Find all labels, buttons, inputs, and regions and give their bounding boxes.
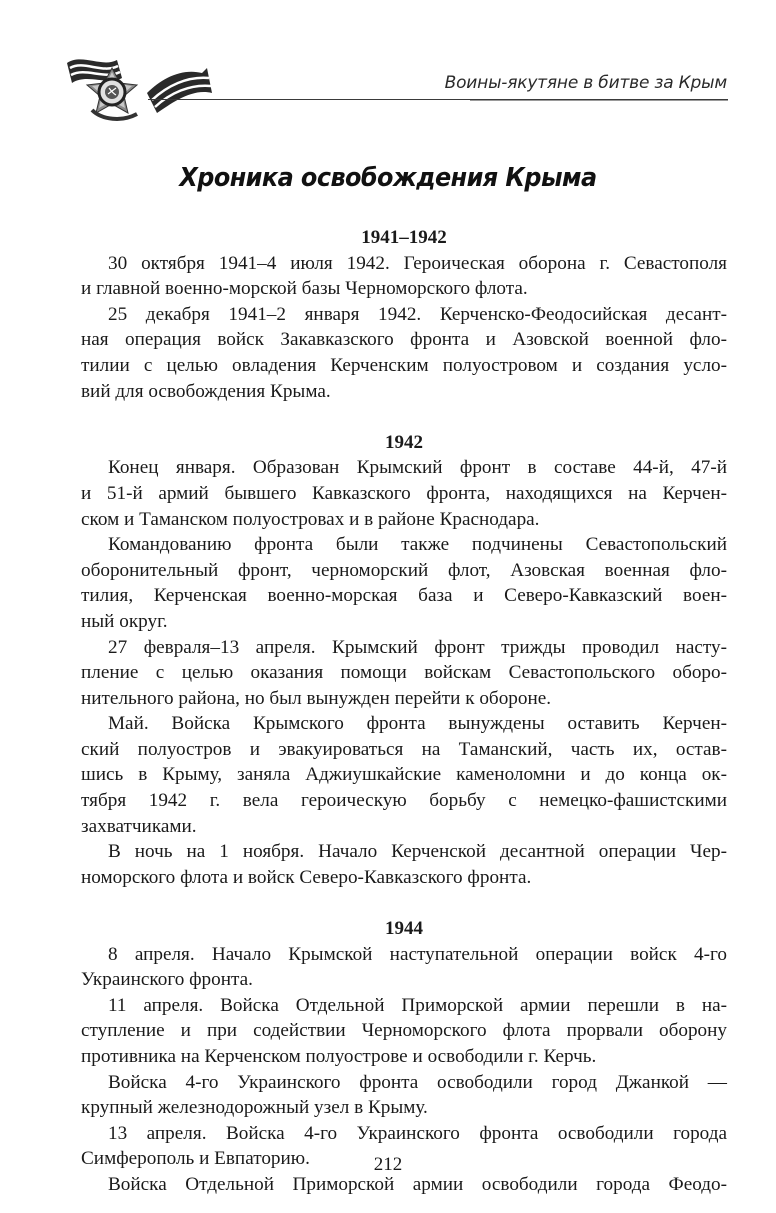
chronicle-paragraph: [81, 455, 727, 532]
text-line: тилия, Керченская военно-морская база и Северо-Кавказский воен-: [81, 585, 727, 607]
text-line: оборонительный фронт, черноморский флот, Азовская военная фло-: [81, 559, 727, 581]
year-heading: 1944: [385, 918, 423, 940]
text-line: Войска 4-го Украинского фронта освободили город Джанкой —: [108, 1071, 727, 1093]
running-head-title: Воины-якутяне в битве за Крым: [444, 73, 727, 93]
text-line: 25 декабря 1941–2 января 1942. Керченско-Феодосийская десант-: [108, 303, 727, 325]
text-line: захватчиками.: [81, 815, 197, 837]
chronicle-paragraph: [81, 711, 727, 839]
chronicle-paragraph: [81, 839, 727, 890]
text-line: ском и Таманском полуостровах и в районе Краснодара.: [81, 508, 540, 530]
text-line: и главной военно-морской базы Черноморского флота.: [81, 278, 528, 300]
text-line: 13 апреля. Войска 4-го Украинского фронта освободили города: [108, 1122, 727, 1144]
text-line: ный округ.: [81, 610, 168, 632]
year-heading: 1942: [385, 431, 423, 453]
chronicle-paragraph: [81, 993, 727, 1070]
section-gap: [81, 404, 727, 430]
text-line: Май. Войска Крымского фронта вынуждены оставить Керчен-: [108, 713, 727, 735]
text-line: тября 1942 г. вела героическую борьбу с немецко-фашистскими: [81, 790, 727, 812]
text-line: 27 февраля–13 апреля. Крымский фронт трижды проводил насту-: [108, 636, 727, 658]
text-line: крупный железнодорожный узел в Крыму.: [81, 1097, 428, 1119]
text-line: ная операция войск Закавказского фронта и Азовской военной фло-: [81, 329, 727, 351]
year-heading: 1941–1942: [361, 227, 447, 248]
chronicle-paragraph: [81, 942, 727, 993]
text-line: противника на Керченском полуострове и освободили г. Керчь.: [81, 1046, 597, 1067]
text-line: ступление и при содействии Черноморского флота прорвали оборону: [81, 1020, 727, 1042]
text-line: 30 октября 1941–4 июля 1942. Героическая оборона г. Севастополя: [108, 252, 727, 274]
text-line: вий для освобождения Крыма.: [81, 380, 331, 402]
text-line: В ночь на 1 ноября. Начало Керченской десантной операции Чер-: [108, 841, 727, 863]
text-line: Симферополь и Евпаторию.: [81, 1148, 310, 1170]
text-line: Войска Отдельной Приморской армии освободили города Феодо-: [108, 1173, 727, 1195]
text-line: 11 апреля. Войска Отдельной Приморской армии перешли в на-: [108, 994, 727, 1016]
header-rule-shadow: [470, 100, 728, 101]
text-line: 8 апреля. Начало Крымской наступательной операции войск 4-го: [108, 943, 727, 965]
order-ribbon-emblem-icon: [62, 48, 232, 128]
text-line: Конец января. Образован Крымский фронт в составе 44-й, 47-й: [108, 457, 727, 479]
chronicle-paragraph: [81, 251, 727, 302]
chronicle-body: [81, 225, 727, 1198]
text-line: Украинского фронта.: [81, 969, 253, 991]
chronicle-paragraph: [81, 532, 727, 634]
text-line: пление с целью оказания помощи войскам Севастопольского оборо-: [81, 662, 727, 684]
text-line: ский полуостров и эвакуироваться на Таманский, часть их, остав-: [81, 738, 727, 760]
page-number: 212: [373, 1154, 403, 1175]
text-line: шись в Крыму, заняла Аджиушкайские каменоломни и до конца ок-: [81, 764, 727, 786]
chapter-title: Хроника освобождения Крыма: [179, 163, 597, 193]
page-header: [0, 0, 776, 130]
text-line: тилии с целью овладения Керченским полуостровом и создания усло-: [81, 354, 727, 376]
chronicle-paragraph: [81, 1070, 727, 1121]
text-line: нительного района, но был вынужден перейти к обороне.: [81, 687, 552, 709]
text-line: номорского флота и войск Северо-Кавказского фронта.: [81, 866, 532, 888]
chronicle-paragraph: [81, 635, 727, 712]
text-line: Командованию фронта были также подчинены Севастопольский: [108, 534, 727, 556]
chronicle-paragraph: [81, 302, 727, 404]
text-line: и 51-й армий бывшего Кавказского фронта, находящихся на Керчен-: [81, 482, 727, 504]
section-gap: [81, 890, 727, 916]
